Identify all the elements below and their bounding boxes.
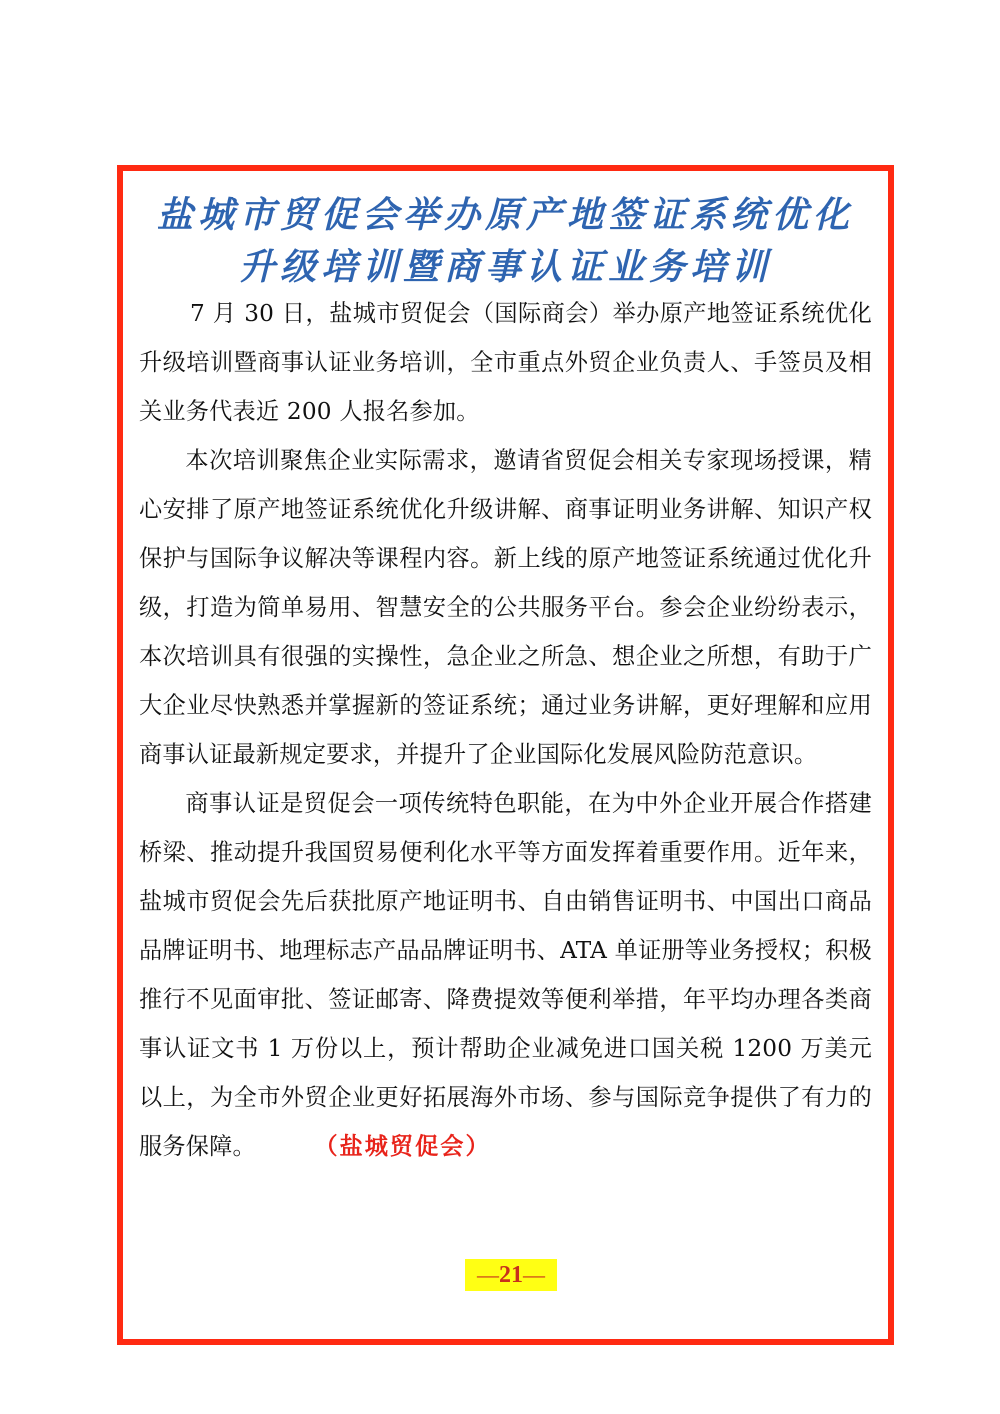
page-number-dash-right: — [523,1262,545,1287]
title-line-2: 升级培训暨商事认证业务培训 [238,246,772,288]
paragraph-3-text: 商事认证是贸促会一项传统特色职能，在为中外企业开展合作搭建桥梁、推动提升我国贸易便利化水平等方面发挥着重要作用。近年来，盐城市贸促会先后获批原产地证明书、自由销售证明书、中国出口商品品牌证明书、地理标志产品品牌证明书、ATA 单证册等业务授权；积极推行不见面审批、签证邮寄、降费提效等便利举措，年平均办理各类商事认证文书 1 万份以上，预计帮助企业减免进口国关税 1200 万美元以上，为全市外贸企业更好拓展海外市场、参与国际竞争提供了有力的服务保障。 [139,790,872,1160]
paragraph-2: 本次培训聚焦企业实际需求，邀请省贸促会相关专家现场授课，精心安排了原产地签证系统优化升级讲解、商事证明业务讲解、知识产权保护与国际争议解决等课程内容。新上线的原产地签证系统通过优化升级，打造为简单易用、智慧安全的公共服务平台。参会企业纷纷表示，本次培训具有很强的实操性，急企业之所急、想企业之所想，有助于广大企业尽快熟悉并掌握新的签证系统；通过业务讲解，更好理解和应用商事认证最新规定要求，并提升了企业国际化发展风险防范意识。 [139,447,872,768]
page-number: 21 [499,1261,523,1288]
title-line-1: 盐城市贸促会举办原产地签证系统优化 [156,194,854,236]
page-border-frame [117,165,894,1345]
article-body [139,289,872,1171]
article-title [123,189,888,293]
author-credit: （盐城贸促会） [325,1133,491,1160]
paragraph-3 [139,779,872,1171]
page-number-dash-left: — [477,1262,499,1287]
page-number-badge [465,1259,557,1291]
paragraph-1: 7 月 30 日，盐城市贸促会（国际商会）举办原产地签证系统优化升级培训暨商事认证业务培训，全市重点外贸企业负责人、手签员及相关业务代表近 200 人报名参加。 [139,300,872,425]
